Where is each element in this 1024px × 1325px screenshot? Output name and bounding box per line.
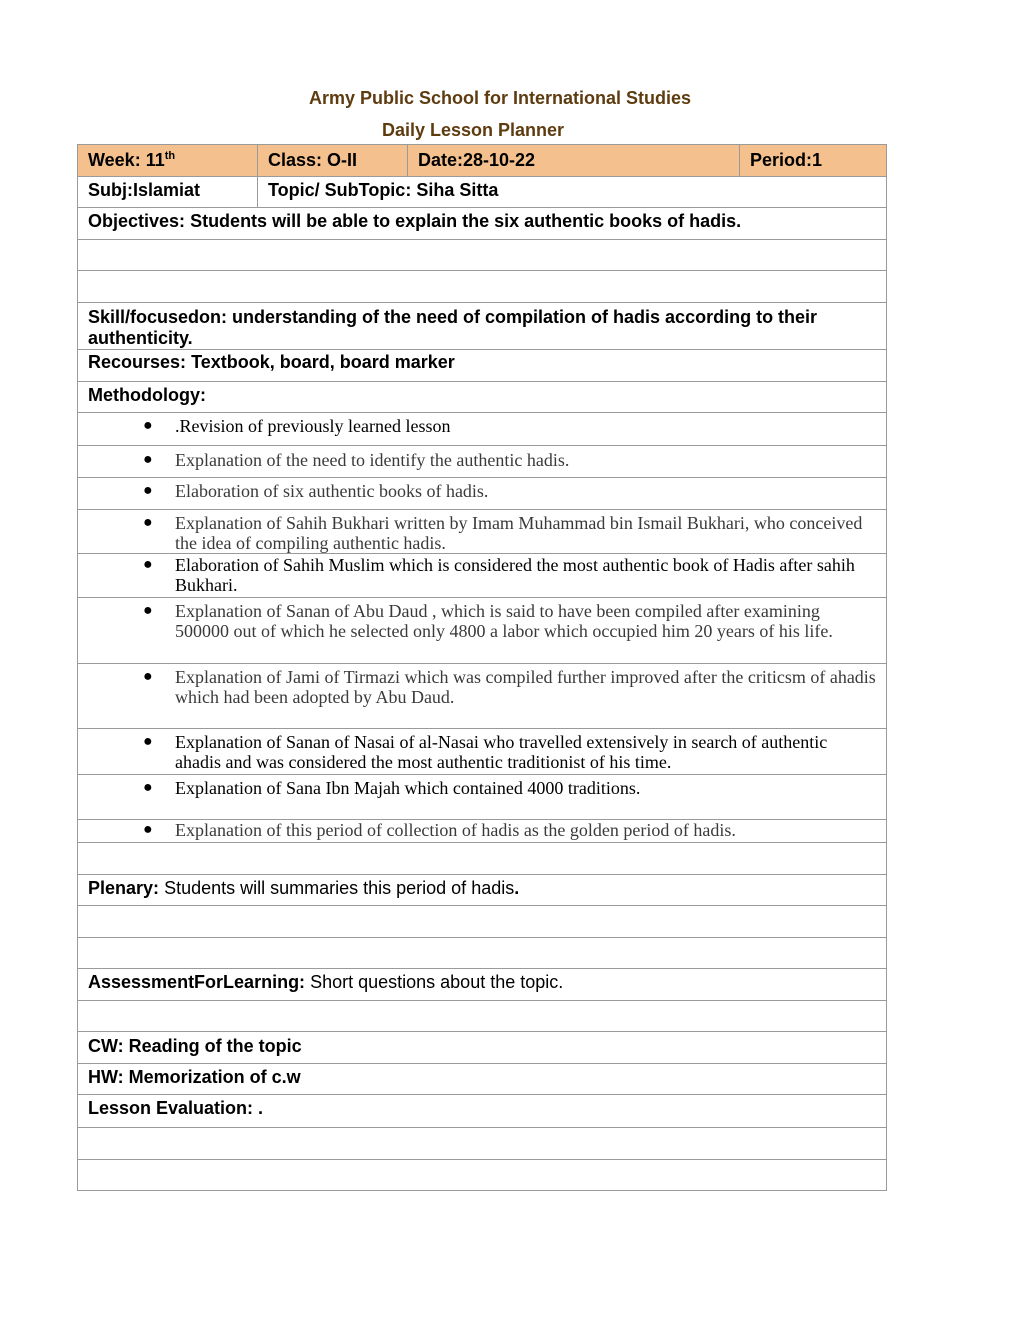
skill-text: understanding of the need of compilation of hadis according to their authenticity. xyxy=(88,307,818,348)
methodology-item-text: Explanation of Sana Ibn Majah which contained 4000 traditions. xyxy=(175,778,641,798)
empty-row xyxy=(78,1160,887,1191)
header-row xyxy=(78,145,887,177)
bullet-icon: ● xyxy=(143,602,153,619)
resources-label: Recourses: xyxy=(88,352,187,372)
planner-title: Daily Lesson Planner xyxy=(381,120,565,140)
bullet-icon: ● xyxy=(143,482,153,499)
subject-row xyxy=(78,177,887,208)
methodology-item-text: Elaboration of Sahih Muslim which is considered the most authentic book of Hadis after sahih Bukhari. xyxy=(175,555,855,595)
methodology-heading xyxy=(78,382,887,413)
list-item xyxy=(78,510,887,554)
cw-row xyxy=(78,1032,887,1064)
bullet-icon: ● xyxy=(143,779,153,796)
list-item xyxy=(78,598,887,664)
week-cell xyxy=(78,145,258,177)
methodology-item-text: Explanation of Sahih Bukhari written by Imam Muhammad bin Ismail Bukhari, who conceived the idea of compiling authentic hadis. xyxy=(175,513,863,553)
empty-row xyxy=(78,938,887,969)
list-item xyxy=(78,478,887,510)
date-label: Date:28-10-22 xyxy=(418,150,536,170)
evaluation-text: Lesson Evaluation: . xyxy=(88,1098,264,1118)
plenary-row xyxy=(78,875,887,906)
cw-text: CW: Reading of the topic xyxy=(88,1036,302,1056)
plenary-label: Plenary: xyxy=(88,878,160,898)
evaluation-cell xyxy=(78,1095,887,1128)
list-item xyxy=(78,446,887,478)
empty-row xyxy=(78,843,887,875)
bullet-icon: ● xyxy=(143,417,153,434)
empty-row xyxy=(78,1001,887,1032)
assessment-row xyxy=(78,969,887,1001)
week-label: Week: 11 xyxy=(88,150,165,170)
objectives-label: Objectives: xyxy=(88,211,186,231)
objectives-cell xyxy=(78,208,887,240)
skill-label: Skill/focusedon: xyxy=(88,307,228,327)
list-item xyxy=(78,664,887,729)
skill-row xyxy=(78,303,887,350)
methodology-row xyxy=(78,382,887,413)
subject-cell xyxy=(78,177,258,208)
empty-row xyxy=(78,240,887,271)
list-item xyxy=(78,413,887,446)
class-cell xyxy=(258,145,408,177)
subject-label: Subj:Islamiat xyxy=(88,180,201,200)
plenary-cell xyxy=(78,875,887,906)
period-label: Period:1 xyxy=(750,150,823,170)
cw-cell xyxy=(78,1032,887,1064)
lesson-plan-table xyxy=(77,144,887,1191)
week-suffix: th xyxy=(164,150,176,162)
objectives-text: Students will be able to explain the six authentic books of hadis. xyxy=(190,211,742,231)
evaluation-row xyxy=(78,1095,887,1128)
empty-row xyxy=(78,1128,887,1160)
assessment-cell xyxy=(78,969,887,1001)
methodology-item-text: Explanation of the need to identify the authentic hadis. xyxy=(175,450,570,470)
assessment-text: Short questions about the topic. xyxy=(310,972,564,992)
objectives-row xyxy=(78,208,887,240)
empty-row xyxy=(78,271,887,303)
topic-label: Topic/ SubTopic: Siha Sitta xyxy=(268,180,499,200)
skill-cell xyxy=(78,303,887,350)
methodology-label: Methodology: xyxy=(88,385,206,405)
methodology-item-text: Explanation of Sanan of Nasai of al-Nasai who travelled extensively in search of authentic ahadis and was considered the most authentic traditionist of his time. xyxy=(175,732,828,772)
bullet-icon: ● xyxy=(143,451,153,468)
methodology-item-text: .Revision of previously learned lesson xyxy=(175,416,451,436)
hw-row xyxy=(78,1064,887,1095)
assessment-label: AssessmentForLearning: xyxy=(88,972,306,992)
list-item xyxy=(78,775,887,820)
list-item xyxy=(78,729,887,775)
methodology-item-text: Elaboration of six authentic books of hadis. xyxy=(175,481,489,501)
plenary-text: Students will summaries this period of hadis xyxy=(164,878,515,898)
bullet-icon: ● xyxy=(143,514,153,531)
bullet-icon: ● xyxy=(143,821,153,838)
resources-row xyxy=(78,350,887,382)
methodology-item-text: Explanation of Sanan of Abu Daud , which is said to have been compiled after examining 500000 out of which he selected only 4800 a labor which occupied him 20 years of his life. xyxy=(175,601,833,641)
resources-cell xyxy=(78,350,887,382)
bullet-icon: ● xyxy=(143,733,153,750)
plenary-end: . xyxy=(514,878,520,898)
methodology-item-text: Explanation of this period of collection of hadis as the golden period of hadis. xyxy=(175,820,736,840)
bullet-icon: ● xyxy=(143,668,153,685)
school-name: Army Public School for International Studies xyxy=(308,88,692,108)
topic-cell xyxy=(258,177,887,208)
hw-text: HW: Memorization of c.w xyxy=(88,1067,301,1087)
list-item xyxy=(78,820,887,843)
period-cell xyxy=(740,145,887,177)
date-cell xyxy=(408,145,740,177)
methodology-item-text: Explanation of Jami of Tirmazi which was compiled further improved after the criticsm of ahadis which had been adopted by Abu Daud. xyxy=(175,667,876,707)
empty-row xyxy=(78,906,887,938)
resources-text: Textbook, board, board marker xyxy=(191,352,455,372)
bullet-icon: ● xyxy=(143,556,153,573)
class-label: Class: O-II xyxy=(268,150,358,170)
hw-cell xyxy=(78,1064,887,1095)
list-item xyxy=(78,554,887,598)
